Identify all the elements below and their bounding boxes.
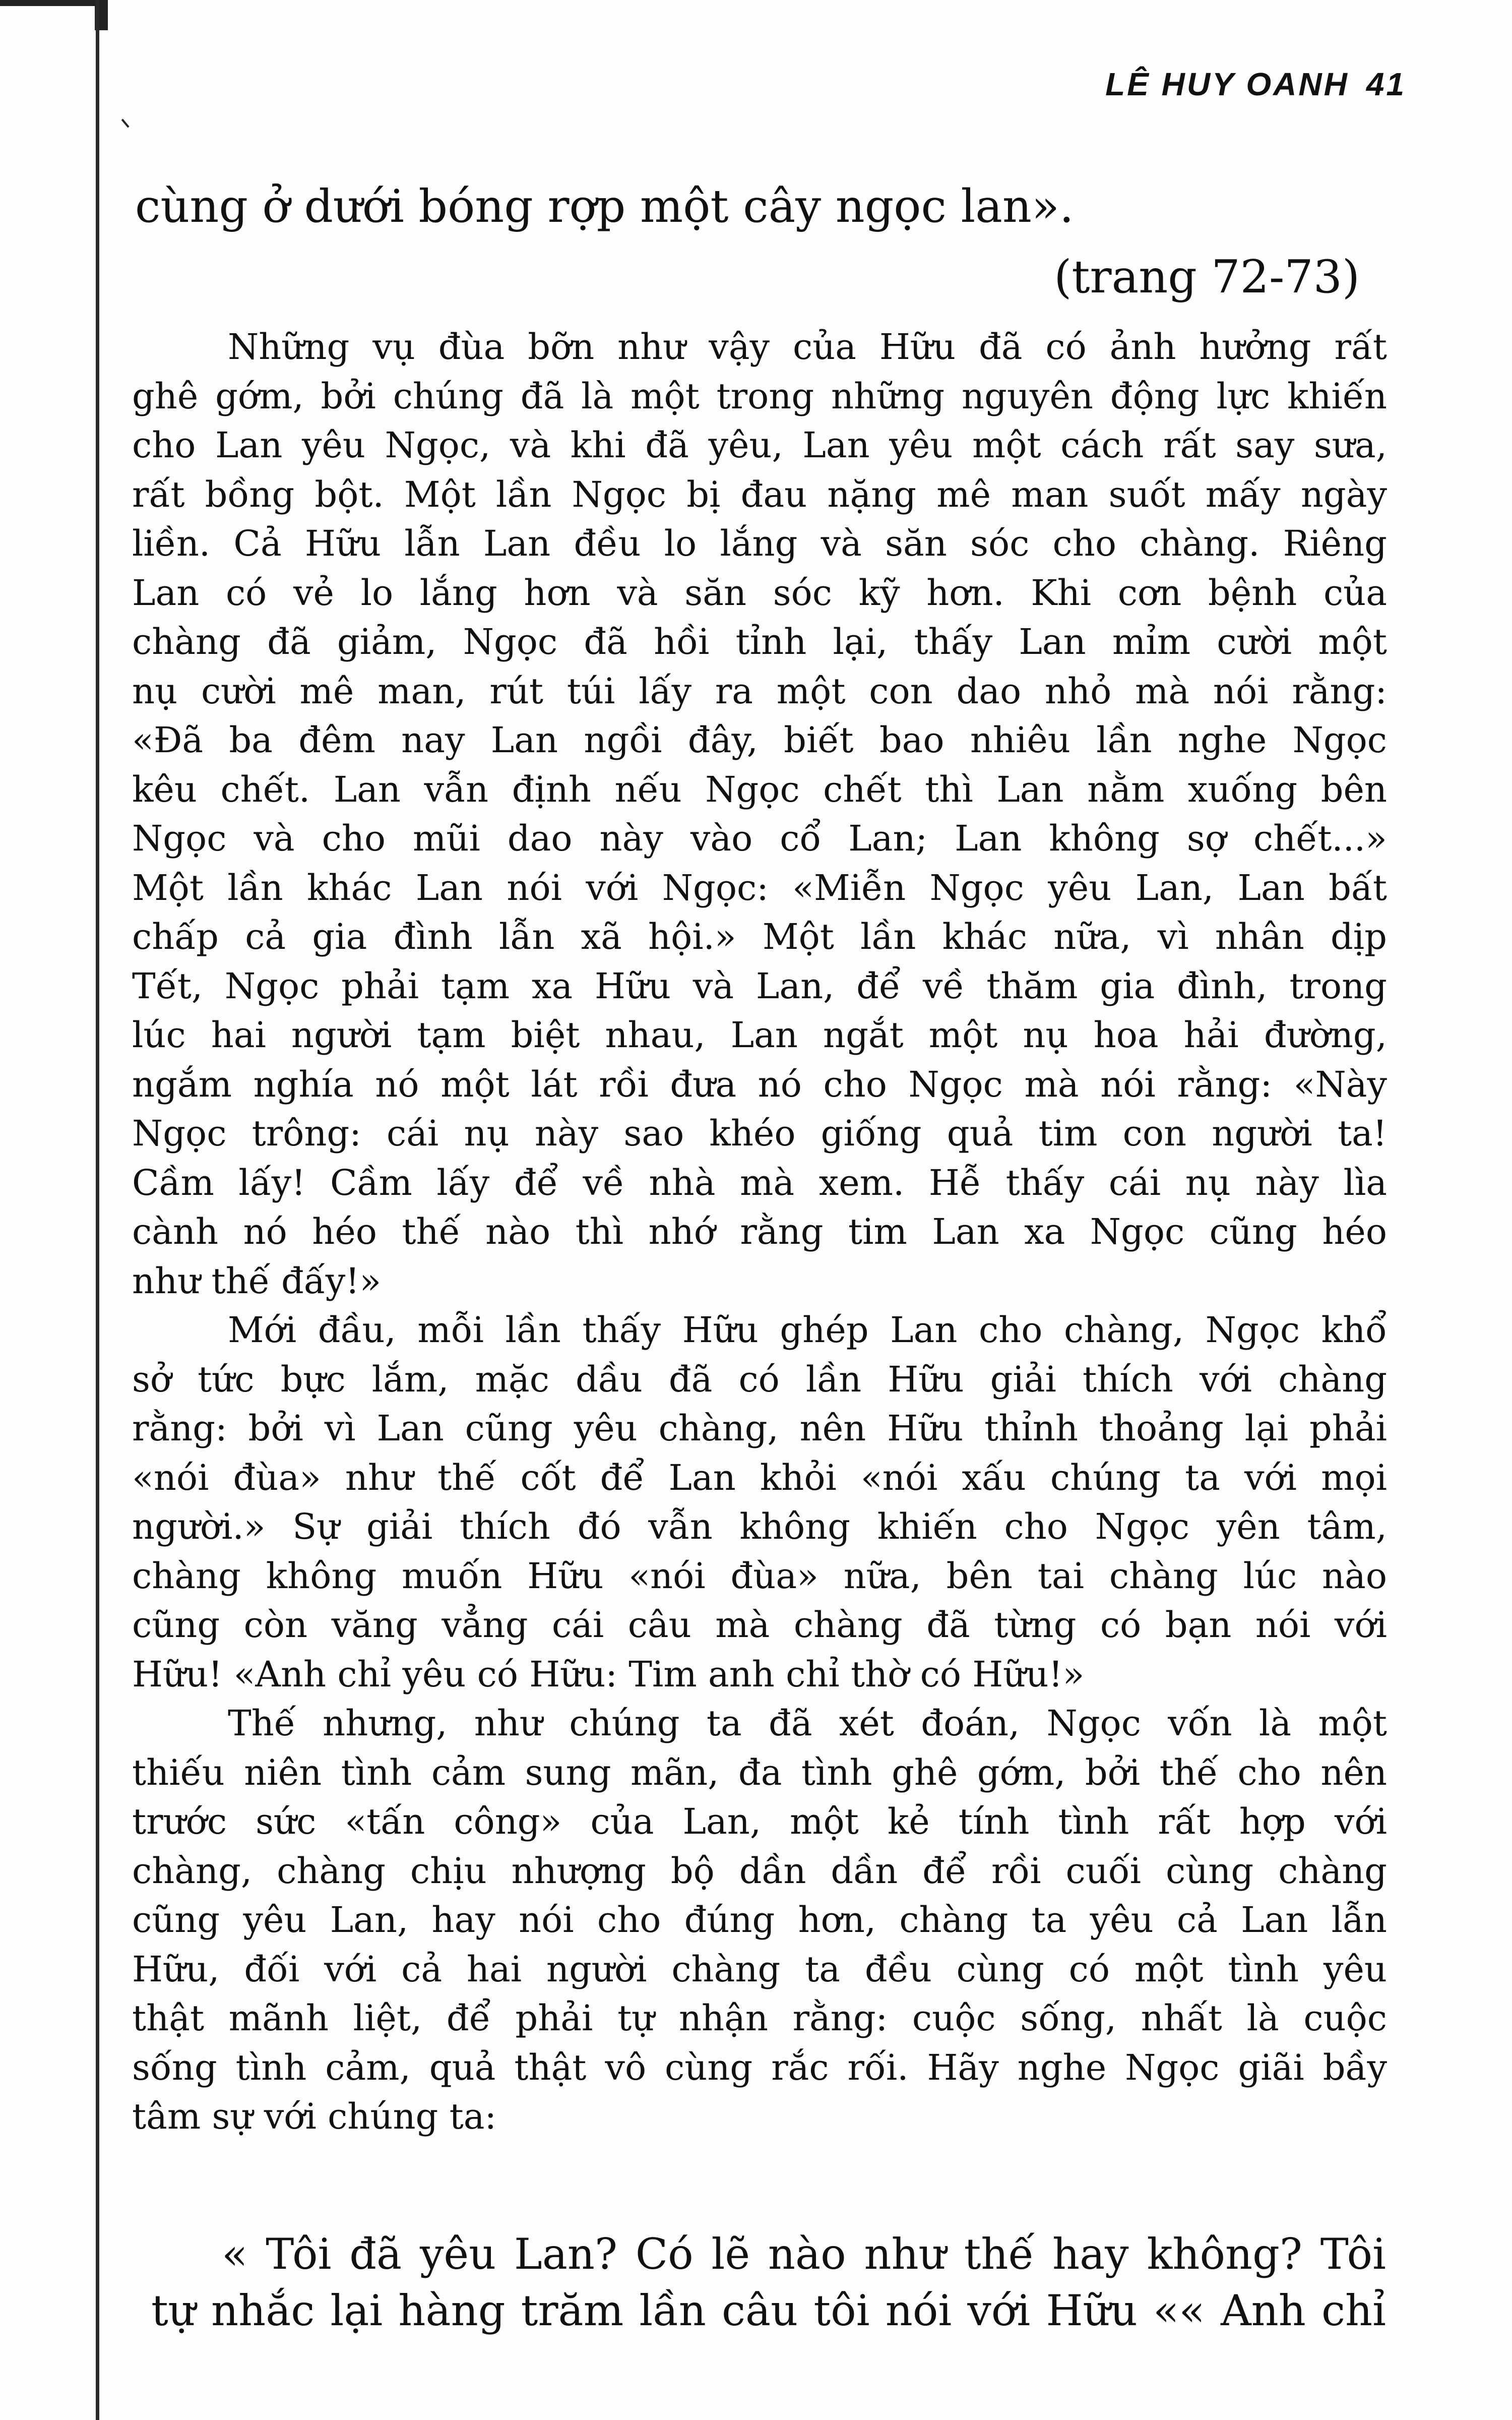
page-citation: (trang 72-73): [1054, 251, 1360, 304]
text-line: như thế đấy!»: [132, 1260, 382, 1302]
text-line: kêu chết. Lan vẫn định nếu Ngọc chết thì Lan nằm xuống bên: [132, 768, 1387, 810]
text-line: Cầm lấy! Cầm lấy để về nhà mà xem. Hễ thấy cái nụ này lìa: [132, 1162, 1387, 1203]
header-author: LÊ HUY OANH: [1105, 66, 1349, 102]
quote-continuation: [135, 171, 1375, 313]
text-line: Những vụ đùa bỡn như vậy của Hữu đã có ảnh hưởng rất: [228, 326, 1387, 368]
text-line: ngắm nghía nó một lát rồi đưa nó cho Ngọc mà nói rằng: «Này: [132, 1063, 1387, 1105]
text-line: Hữu, đối với cả hai người chàng ta đều cùng có một tình yêu: [132, 1948, 1387, 1990]
text-line: chấp cả gia đình lẫn xã hội.» Một lần khác nữa, vì nhân dịp: [132, 916, 1387, 957]
quote-tail-line: cùng ở dưới bóng rợp một cây ngọc lan».: [135, 180, 1074, 233]
text-line: trước sức «tấn công» của Lan, một kẻ tính tình rất hợp với: [132, 1801, 1387, 1842]
quoted-passage-start: [151, 2226, 1386, 2339]
text-line: Tết, Ngọc phải tạm xa Hữu và Lan, để về thăm gia đình, trong: [132, 965, 1387, 1007]
text-line: thật mãnh liệt, để phải tự nhận rằng: cuộc sống, nhất là cuộc: [132, 1998, 1387, 2039]
text-line: thiếu niên tình cảm sung mãn, đa tình ghê gớm, bởi thế cho nên: [132, 1751, 1387, 1793]
text-line: «nói đùa» như thế cốt để Lan khỏi «nói xấu chúng ta với mọi: [132, 1457, 1387, 1498]
text-line: Lan có vẻ lo lắng hơn và săn sóc kỹ hơn. Khi cơn bệnh của: [132, 572, 1387, 614]
paragraph: [132, 1699, 1387, 2142]
text-line: Một lần khác Lan nói với Ngọc: «Miễn Ngọc yêu Lan, Lan bất: [132, 867, 1387, 909]
text-line: Hữu! «Anh chỉ yêu có Hữu: Tim anh chỉ thờ có Hữu!»: [132, 1653, 1085, 1695]
text-line: cành nó héo thế nào thì nhớ rằng tim Lan xa Ngọc cũng héo: [132, 1211, 1387, 1252]
body-text: [132, 323, 1387, 2142]
text-line: Thế nhưng, như chúng ta đã xét đoán, Ngọc vốn là một: [228, 1703, 1387, 1744]
text-line: người.» Sự giải thích đó vẫn không khiến cho Ngọc yên tâm,: [132, 1506, 1387, 1547]
text-line: Mới đầu, mỗi lần thấy Hữu ghép Lan cho chàng, Ngọc khổ: [228, 1309, 1387, 1351]
text-line: «Đã ba đêm nay Lan ngồi đây, biết bao nhiêu lần nghe Ngọc: [132, 719, 1387, 761]
quote-line: tự nhắc lại hàng trăm lần câu tôi nói với Hữu «« Anh chỉ: [151, 2286, 1386, 2335]
text-line: ghê gớm, bởi chúng đã là một trong những nguyên động lực khiến: [132, 375, 1387, 417]
text-line: lúc hai người tạm biệt nhau, Lan ngắt một nụ hoa hải đường,: [132, 1014, 1387, 1056]
stray-ink-mark: [121, 114, 135, 128]
text-line: liền. Cả Hữu lẫn Lan đều lo lắng và săn sóc cho chàng. Riêng: [132, 523, 1387, 564]
cut-off-line: [504, 2405, 1381, 2420]
text-line: rất bồng bột. Một lần Ngọc bị đau nặng mê man suốt mấy ngày: [132, 473, 1387, 515]
text-line: sống tình cảm, quả thật vô cùng rắc rối. Hãy nghe Ngọc giãi bầy: [132, 2046, 1387, 2088]
paragraph: [132, 323, 1387, 1306]
page-number: 41: [1366, 66, 1406, 102]
running-header: [1105, 66, 1406, 103]
text-line: tâm sự với chúng ta:: [132, 2096, 497, 2137]
text-line: chàng đã giảm, Ngọc đã hồi tỉnh lại, thấy Lan mỉm cười một: [132, 621, 1387, 662]
scan-corner-mark: [0, 0, 106, 6]
paragraph: [132, 1306, 1387, 1699]
text-line: chàng không muốn Hữu «nói đùa» nữa, bên tai chàng lúc nào: [132, 1555, 1387, 1597]
text-line: cũng còn văng vẳng cái câu mà chàng đã từng có bạn nói với: [132, 1604, 1387, 1646]
text-line: cũng yêu Lan, hay nói cho đúng hơn, chàng ta yêu cả Lan lẫn: [132, 1899, 1387, 1941]
text-line: chàng, chàng chịu nhượng bộ dần dần để rồi cuối cùng chàng: [132, 1850, 1387, 1892]
text-line: rằng: bởi vì Lan cũng yêu chàng, nên Hữu thỉnh thoảng lại phải: [132, 1408, 1387, 1449]
text-line: nụ cười mê man, rút túi lấy ra một con dao nhỏ mà nói rằng:: [132, 670, 1387, 712]
quote-line: « Tôi đã yêu Lan? Có lẽ nào như thế hay không? Tôi: [222, 2229, 1386, 2279]
text-line: Ngọc và cho mũi dao này vào cổ Lan; Lan không sợ chết...»: [132, 818, 1387, 859]
text-line: sở tức bực lắm, mặc dầu đã có lần Hữu giải thích với chàng: [132, 1358, 1387, 1400]
left-margin-rule: [96, 0, 99, 2420]
text-line: Ngọc trông: cái nụ này sao khéo giống quả tim con người ta!: [132, 1113, 1387, 1154]
text-line: cho Lan yêu Ngọc, và khi đã yêu, Lan yêu một cách rất say sưa,: [132, 425, 1387, 466]
